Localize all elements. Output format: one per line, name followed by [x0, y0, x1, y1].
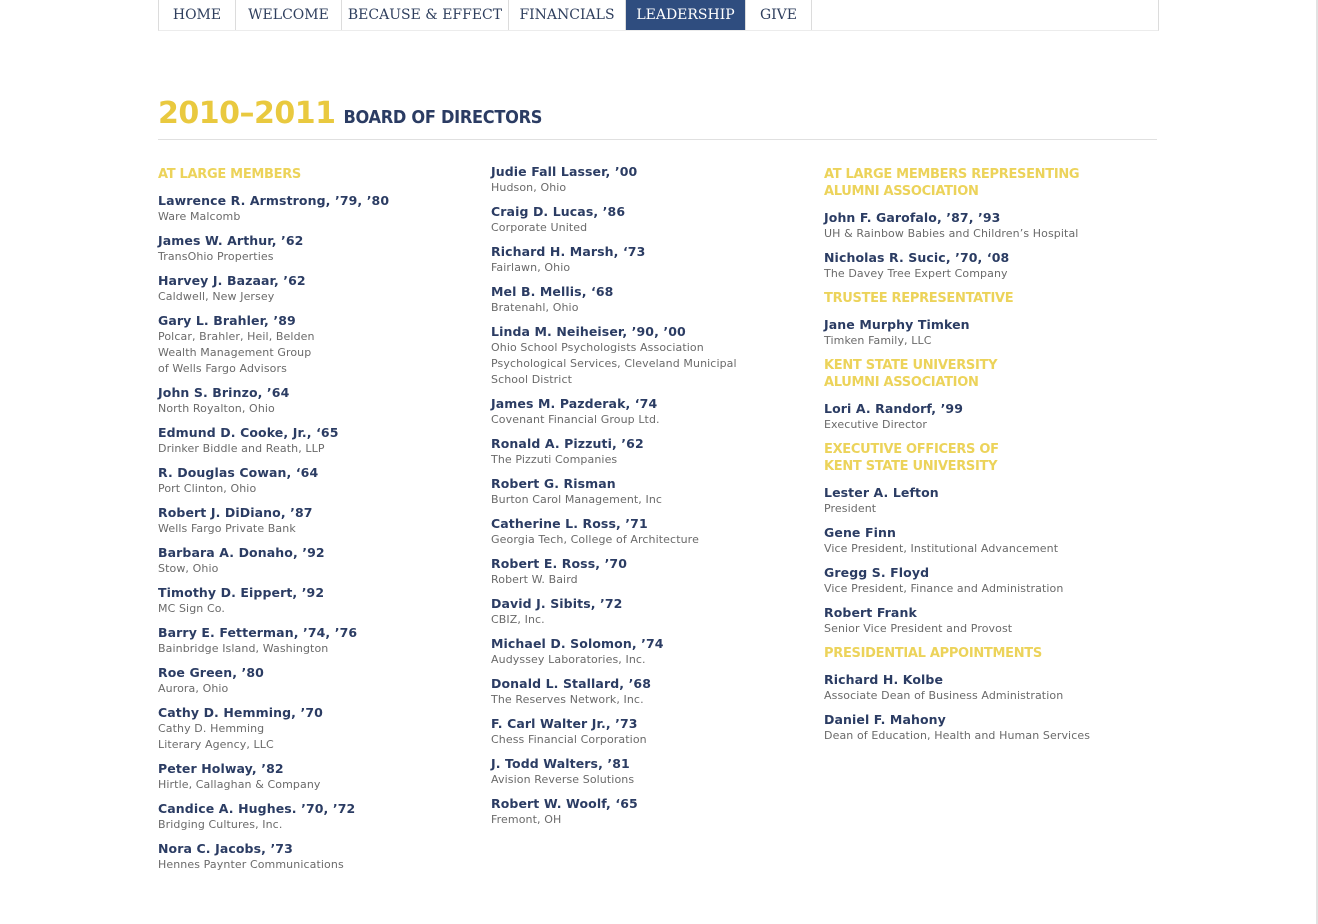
member-name: F. Carl Walter Jr., ’73 — [491, 716, 638, 731]
board-member — [824, 605, 1144, 637]
member-affiliation: President — [824, 502, 877, 515]
member-affiliation: Dean of Education, Health and Human Services — [824, 729, 1091, 742]
board-member — [158, 761, 478, 793]
member-affiliation: CBIZ, Inc. — [491, 613, 545, 626]
member-name: Michael D. Solomon, ’74 — [491, 636, 664, 651]
board-member — [158, 505, 478, 537]
page-title — [158, 96, 542, 136]
member-name: Donald L. Stallard, ’68 — [491, 676, 652, 691]
board-member — [158, 385, 478, 417]
member-name: Craig D. Lucas, ’86 — [491, 204, 626, 219]
board-member — [158, 705, 478, 753]
member-name: Gary L. Brahler, ’89 — [158, 313, 296, 328]
member-name: Daniel F. Mahony — [824, 712, 946, 727]
nav-give[interactable]: GIVE — [746, 0, 812, 30]
member-affiliation: North Royalton, Ohio — [158, 402, 275, 415]
member-affiliation: Hennes Paynter Communications — [158, 858, 344, 871]
board-member — [824, 565, 1144, 597]
board-member — [491, 436, 811, 468]
board-member — [824, 210, 1144, 242]
member-affiliation: Stow, Ohio — [158, 562, 219, 575]
column-1 — [158, 164, 478, 881]
board-member — [491, 284, 811, 316]
member-affiliation: Hudson, Ohio — [491, 181, 567, 194]
board-member — [824, 525, 1144, 557]
member-name: Catherine L. Ross, ’71 — [491, 516, 648, 531]
member-affiliation: Robert W. Baird — [491, 573, 578, 586]
member-affiliation: The Pizzuti Companies — [491, 453, 618, 466]
nav-welcome[interactable]: WELCOME — [236, 0, 342, 30]
board-member — [158, 273, 478, 305]
board-member — [824, 317, 1144, 349]
column-3 — [824, 164, 1144, 752]
member-name: Linda M. Neiheiser, ’90, ’00 — [491, 324, 686, 339]
member-affiliation: Associate Dean of Business Administration — [824, 689, 1064, 702]
board-member — [491, 204, 811, 236]
member-affiliation: Bratenahl, Ohio — [491, 301, 579, 314]
section-heading: AT LARGE MEMBERS — [158, 167, 301, 182]
member-name: Richard H. Kolbe — [824, 672, 944, 687]
board-member — [491, 636, 811, 668]
member-name: Judie Fall Lasser, ’00 — [491, 164, 638, 179]
member-name: R. Douglas Cowan, ‘64 — [158, 465, 319, 480]
member-name: Nora C. Jacobs, ’73 — [158, 841, 293, 856]
member-affiliation: Cathy D. Hemming Literary Agency, LLC — [158, 722, 274, 751]
board-member — [158, 585, 478, 617]
member-affiliation: Fairlawn, Ohio — [491, 261, 571, 274]
board-member — [824, 485, 1144, 517]
board-member — [158, 665, 478, 697]
member-name: Lawrence R. Armstrong, ’79, ’80 — [158, 193, 390, 208]
member-affiliation: Vice President, Institutional Advancement — [824, 542, 1059, 555]
section-heading: KENT STATE UNIVERSITY ALUMNI ASSOCIATION — [824, 358, 998, 390]
member-affiliation: Aurora, Ohio — [158, 682, 229, 695]
title-text: BOARD OF DIRECTORS — [343, 107, 543, 128]
board-member — [158, 841, 478, 873]
member-affiliation: Port Clinton, Ohio — [158, 482, 257, 495]
member-affiliation: Senior Vice President and Provost — [824, 622, 1013, 635]
member-affiliation: Caldwell, New Jersey — [158, 290, 275, 303]
member-name: John F. Garofalo, ’87, ’93 — [824, 210, 1001, 225]
member-affiliation: Bridging Cultures, Inc. — [158, 818, 283, 831]
member-affiliation: The Davey Tree Expert Company — [824, 267, 1008, 280]
member-name: Barry E. Fetterman, ’74, ’76 — [158, 625, 358, 640]
member-name: Richard H. Marsh, ‘73 — [491, 244, 646, 259]
board-member — [158, 465, 478, 497]
member-name: Roe Green, ’80 — [158, 665, 264, 680]
board-member — [158, 313, 478, 377]
nav-because-effect[interactable]: BECAUSE & EFFECT — [342, 0, 509, 30]
member-name: Harvey J. Bazaar, ’62 — [158, 273, 306, 288]
member-name: Lori A. Randorf, ’99 — [824, 401, 964, 416]
title-year: 2010–2011 — [158, 96, 336, 131]
member-affiliation: Covenant Financial Group Ltd. — [491, 413, 660, 426]
member-name: John S. Brinzo, ’64 — [158, 385, 290, 400]
nav-home[interactable]: HOME — [159, 0, 236, 30]
member-affiliation: Timken Family, LLC — [824, 334, 932, 347]
board-member — [491, 396, 811, 428]
member-name: Gregg S. Floyd — [824, 565, 930, 580]
member-affiliation: MC Sign Co. — [158, 602, 225, 615]
member-affiliation: Ohio School Psychologists Association Psychological Services, Cleveland Municipal School District — [491, 341, 737, 386]
member-name: Jane Murphy Timken — [824, 317, 970, 332]
board-member — [491, 556, 811, 588]
member-affiliation: Avision Reverse Solutions — [491, 773, 635, 786]
member-name: Gene Finn — [824, 525, 896, 540]
member-affiliation: Wells Fargo Private Bank — [158, 522, 296, 535]
board-member — [491, 516, 811, 548]
member-name: Peter Holway, ’82 — [158, 761, 284, 776]
member-name: James W. Arthur, ’62 — [158, 233, 304, 248]
board-member — [491, 596, 811, 628]
board-member — [158, 801, 478, 833]
nav-financials[interactable]: FINANCIALS — [509, 0, 626, 30]
member-name: Robert J. DiDiano, ’87 — [158, 505, 313, 520]
member-name: Cathy D. Hemming, ’70 — [158, 705, 323, 720]
member-affiliation: TransOhio Properties — [158, 250, 274, 263]
title-divider — [158, 139, 1157, 140]
board-member — [824, 672, 1144, 704]
member-affiliation: Hirtle, Callaghan & Company — [158, 778, 321, 791]
member-affiliation: Georgia Tech, College of Architecture — [491, 533, 699, 546]
board-member — [158, 425, 478, 457]
member-affiliation: Audyssey Laboratories, Inc. — [491, 653, 646, 666]
member-name: Robert Frank — [824, 605, 917, 620]
board-member — [491, 796, 811, 828]
board-member — [158, 625, 478, 657]
board-member — [491, 676, 811, 708]
board-member — [491, 756, 811, 788]
board-member — [824, 712, 1144, 744]
member-affiliation: UH & Rainbow Babies and Children’s Hospital — [824, 227, 1079, 240]
member-affiliation: Drinker Biddle and Reath, LLP — [158, 442, 325, 455]
nav-leadership[interactable]: LEADERSHIP — [626, 0, 746, 30]
member-name: David J. Sibits, ’72 — [491, 596, 623, 611]
member-affiliation: Corporate United — [491, 221, 588, 234]
column-2 — [491, 164, 811, 836]
board-member — [491, 244, 811, 276]
section-heading: TRUSTEE REPRESENTATIVE — [824, 291, 1014, 306]
member-affiliation: Fremont, OH — [491, 813, 562, 826]
section-heading: AT LARGE MEMBERS REPRESENTING ALUMNI ASSOCIATION — [824, 167, 1080, 199]
board-member — [158, 233, 478, 265]
board-member — [491, 164, 811, 196]
member-affiliation: The Reserves Network, Inc. — [491, 693, 644, 706]
member-affiliation: Chess Financial Corporation — [491, 733, 647, 746]
member-affiliation: Ware Malcomb — [158, 210, 241, 223]
board-member — [491, 716, 811, 748]
member-affiliation: Vice President, Finance and Administration — [824, 582, 1064, 595]
member-name: Barbara A. Donaho, ’92 — [158, 545, 325, 560]
member-name: Timothy D. Eippert, ’92 — [158, 585, 325, 600]
member-affiliation: Bainbridge Island, Washington — [158, 642, 329, 655]
member-name: Edmund D. Cooke, Jr., ‘65 — [158, 425, 339, 440]
member-name: Candice A. Hughes. ’70, ’72 — [158, 801, 356, 816]
member-name: Robert W. Woolf, ‘65 — [491, 796, 638, 811]
member-name: J. Todd Walters, ’81 — [491, 756, 630, 771]
section-heading: PRESIDENTIAL APPOINTMENTS — [824, 646, 1042, 661]
member-affiliation: Executive Director — [824, 418, 928, 431]
member-name: Ronald A. Pizzuti, ’62 — [491, 436, 644, 451]
member-name: Mel B. Mellis, ‘68 — [491, 284, 614, 299]
board-member — [491, 324, 811, 388]
member-name: Robert G. Risman — [491, 476, 616, 491]
member-affiliation: Polcar, Brahler, Heil, Belden Wealth Management Group of Wells Fargo Advisors — [158, 330, 315, 375]
member-name: Nicholas R. Sucic, ’70, ‘08 — [824, 250, 1010, 265]
member-name: Robert E. Ross, ’70 — [491, 556, 628, 571]
section-heading: EXECUTIVE OFFICERS OF KENT STATE UNIVERSITY — [824, 442, 999, 474]
board-member — [158, 545, 478, 577]
member-name: Lester A. Lefton — [824, 485, 939, 500]
main-nav — [158, 0, 1159, 31]
board-member — [491, 476, 811, 508]
board-member — [824, 250, 1144, 282]
board-member — [158, 193, 478, 225]
member-name: James M. Pazderak, ‘74 — [491, 396, 658, 411]
board-member — [824, 401, 1144, 433]
member-affiliation: Burton Carol Management, Inc — [491, 493, 663, 506]
